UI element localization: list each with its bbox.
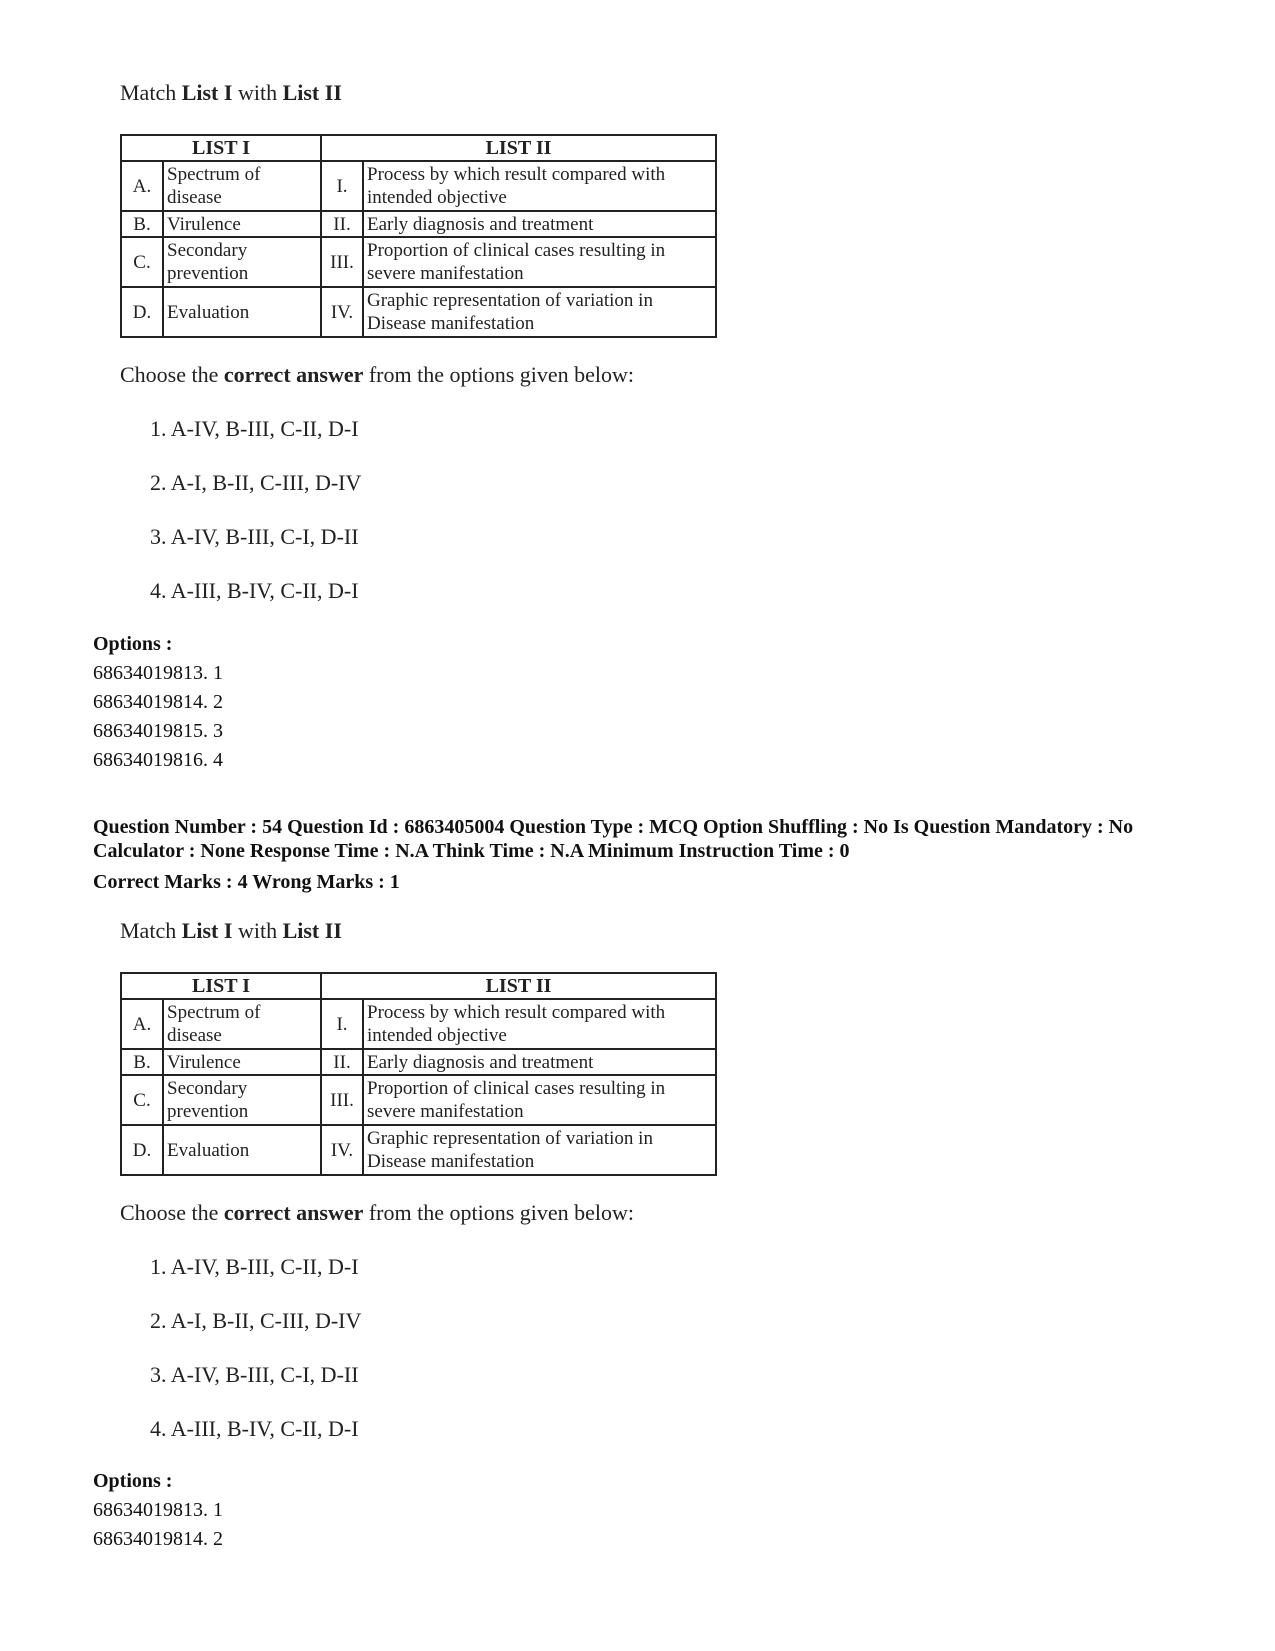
list2-item: Process by which result compared with intended objective bbox=[363, 999, 716, 1049]
list2-item: Proportion of clinical cases resulting in severe manifestation bbox=[363, 237, 716, 287]
row-numeral: III. bbox=[321, 237, 363, 287]
list2-item: Process by which result compared with intended objective bbox=[363, 161, 716, 211]
options-label: Options : bbox=[93, 633, 173, 655]
answer-choice-2: 2. A-I, B-II, C-III, D-IV bbox=[150, 470, 362, 495]
row-numeral: I. bbox=[321, 161, 363, 211]
answer-choice-4: 4. A-III, B-IV, C-II, D-I bbox=[150, 578, 359, 603]
question-meta: Question Number : 54 Question Id : 6863405004 Question Type : MCQ Option Shuffling : No Is Question Mandatory : No Calculator : None Response Time : N.A Think Time : N.A Minimum Instruction Time : 0 bbox=[93, 816, 1134, 862]
list2-item: Early diagnosis and treatment bbox=[363, 211, 716, 237]
row-numeral: IV. bbox=[321, 1125, 363, 1175]
option-id: 68634019814. 2 bbox=[93, 1528, 223, 1550]
row-label: C. bbox=[121, 1075, 163, 1125]
list1-item: Evaluation bbox=[163, 287, 321, 337]
row-numeral: III. bbox=[321, 1075, 363, 1125]
list1-item: Virulence bbox=[163, 211, 321, 237]
answer-choice-1: 1. A-IV, B-III, C-II, D-I bbox=[150, 1254, 359, 1279]
option-id: 68634019816. 4 bbox=[93, 749, 223, 771]
row-label: D. bbox=[121, 287, 163, 337]
list1-item: Secondary prevention bbox=[163, 1075, 321, 1125]
list1-header: LIST I bbox=[121, 135, 321, 161]
option-id: 68634019813. 1 bbox=[93, 662, 223, 684]
row-label: A. bbox=[121, 161, 163, 211]
list2-item: Graphic representation of variation in Disease manifestation bbox=[363, 287, 716, 337]
answer-choice-3: 3. A-IV, B-III, C-I, D-II bbox=[150, 1362, 359, 1387]
option-id: 68634019814. 2 bbox=[93, 691, 223, 713]
list1-item: Virulence bbox=[163, 1049, 321, 1075]
list2-header: LIST II bbox=[321, 973, 716, 999]
row-label: D. bbox=[121, 1125, 163, 1175]
row-numeral: IV. bbox=[321, 287, 363, 337]
list2-header: LIST II bbox=[321, 135, 716, 161]
row-label: B. bbox=[121, 211, 163, 237]
row-label: B. bbox=[121, 1049, 163, 1075]
options-label: Options : bbox=[93, 1470, 173, 1492]
choose-instruction: Choose the correct answer from the options given below: bbox=[120, 362, 635, 387]
list2-item: Graphic representation of variation in Disease manifestation bbox=[363, 1125, 716, 1175]
match-table bbox=[120, 134, 717, 338]
answer-choice-1: 1. A-IV, B-III, C-II, D-I bbox=[150, 416, 359, 441]
list1-item: Secondary prevention bbox=[163, 237, 321, 287]
answer-choice-3: 3. A-IV, B-III, C-I, D-II bbox=[150, 524, 359, 549]
option-id: 68634019815. 3 bbox=[93, 720, 223, 742]
choose-instruction: Choose the correct answer from the options given below: bbox=[120, 1200, 635, 1225]
row-numeral: II. bbox=[321, 211, 363, 237]
question-marks: Correct Marks : 4 Wrong Marks : 1 bbox=[93, 871, 400, 893]
option-id: 68634019813. 1 bbox=[93, 1499, 223, 1521]
list2-item: Early diagnosis and treatment bbox=[363, 1049, 716, 1075]
list1-header: LIST I bbox=[121, 973, 321, 999]
match-heading: Match List I with List II bbox=[120, 80, 342, 105]
row-numeral: II. bbox=[321, 1049, 363, 1075]
list2-item: Proportion of clinical cases resulting in severe manifestation bbox=[363, 1075, 716, 1125]
list1-item: Evaluation bbox=[163, 1125, 321, 1175]
answer-choice-2: 2. A-I, B-II, C-III, D-IV bbox=[150, 1308, 362, 1333]
match-table bbox=[120, 972, 717, 1176]
match-heading: Match List I with List II bbox=[120, 918, 342, 943]
list1-item: Spectrum of disease bbox=[163, 999, 321, 1049]
row-label: A. bbox=[121, 999, 163, 1049]
row-numeral: I. bbox=[321, 999, 363, 1049]
row-label: C. bbox=[121, 237, 163, 287]
answer-choice-4: 4. A-III, B-IV, C-II, D-I bbox=[150, 1416, 359, 1441]
list1-item: Spectrum of disease bbox=[163, 161, 321, 211]
